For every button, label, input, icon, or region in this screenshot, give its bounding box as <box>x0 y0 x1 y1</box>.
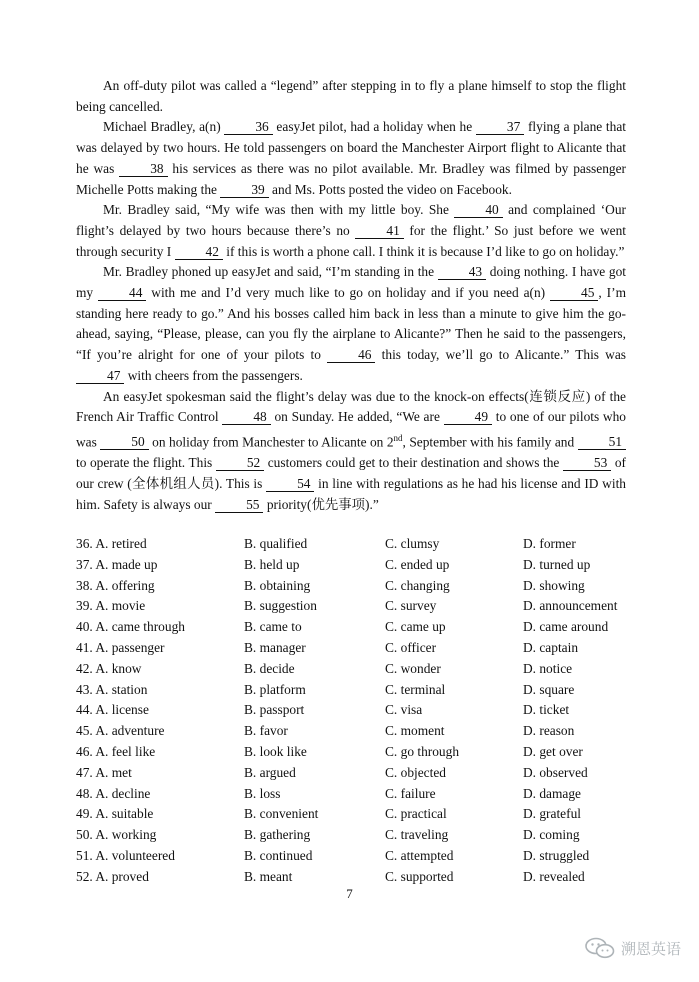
paragraph-3 <box>76 200 626 262</box>
option-d: D. damage <box>523 785 582 801</box>
blank-48: 48 <box>222 409 270 425</box>
option-c: C. visa <box>385 702 423 718</box>
text-run: on holiday from Manchester to Alicante on 2 <box>148 434 394 450</box>
option-c: C. supported <box>385 868 454 884</box>
text-run: if this is worth a phone call. I think it is because I’d like to go on holiday.” <box>222 243 625 259</box>
text-run: , I’m standing here ready to go.” And his bosses called him back in less than a minute to give him the go-ahead, saying, “Please, please, can you fly the airplane to Alicante?” Then he said to the passengers, “If you’re alright for one of your pilots to <box>76 285 626 363</box>
option-row <box>76 555 636 576</box>
option-c: C. practical <box>385 806 447 822</box>
option-a: 39. A. movie <box>76 598 146 614</box>
cloze-passage <box>76 76 626 515</box>
paragraph-5 <box>76 387 626 516</box>
option-d: D. announcement <box>523 598 618 614</box>
text-run: of our crew (全体机组人员). This is <box>76 455 626 491</box>
option-b: B. convenient <box>244 806 319 822</box>
text-run: doing nothing. I have got my <box>76 264 626 301</box>
blank-39: 39 <box>220 182 268 198</box>
blank-42: 42 <box>175 244 223 260</box>
option-row <box>76 784 636 805</box>
option-c: C. ended up <box>385 556 450 572</box>
option-b: B. manager <box>244 639 306 655</box>
blank-55: 55 <box>215 497 263 513</box>
blank-45: 45 <box>550 285 598 301</box>
option-d: D. square <box>523 681 575 697</box>
option-d: D. observed <box>523 764 588 780</box>
option-d: D. captain <box>523 639 579 655</box>
option-row <box>76 825 636 846</box>
text-run: , September with his family and <box>402 434 578 450</box>
option-a: 36. A. retired <box>76 536 147 551</box>
blank-50: 50 <box>100 434 148 450</box>
blank-44: 44 <box>98 285 146 301</box>
option-b: B. argued <box>244 764 296 780</box>
option-row <box>76 596 636 617</box>
option-row <box>76 867 636 888</box>
option-row <box>76 721 636 742</box>
option-row <box>76 846 636 867</box>
option-a: 45. A. adventure <box>76 723 165 739</box>
brand-name: 溯恩英语 <box>620 939 681 958</box>
option-a: 37. A. made up <box>76 556 158 572</box>
option-d: D. turned up <box>523 556 591 572</box>
option-d: D. showing <box>523 577 585 593</box>
option-row <box>76 576 636 597</box>
option-c: C. moment <box>385 723 445 739</box>
option-a: 43. A. station <box>76 681 148 697</box>
text-run: Mr. Bradley phoned up easyJet and said, “I’m standing in the <box>103 264 438 280</box>
option-b: B. meant <box>244 868 293 884</box>
text-run: to operate the flight. This <box>76 455 216 471</box>
text-run: priority(优先事项).” <box>263 496 379 512</box>
option-b: B. platform <box>244 681 306 697</box>
blank-53: 53 <box>563 455 611 471</box>
option-b: B. suggestion <box>244 598 317 614</box>
option-a: 46. A. feel like <box>76 743 156 759</box>
text-run: in line with regulations as he had his license and ID with him. Safety is always our <box>76 475 626 512</box>
option-d: D. ticket <box>523 702 570 718</box>
paragraph-text: An off-duty pilot was called a “legend” after stepping in to fly a plane himself to stop the flight being cancelled. <box>76 78 626 114</box>
option-a: 40. A. came through <box>76 619 185 635</box>
option-a: 44. A. license <box>76 702 149 718</box>
option-d: D. get over <box>523 743 583 759</box>
option-d: D. came around <box>523 619 609 635</box>
option-row <box>76 659 636 680</box>
blank-37: 37 <box>476 119 524 135</box>
blank-47: 47 <box>76 368 124 384</box>
option-b: B. obtaining <box>244 577 311 593</box>
paragraph-1 <box>76 76 626 117</box>
option-a: 49. A. suitable <box>76 806 154 822</box>
text-run: with me and I’d very much like to go on holiday and if you need a(n) <box>146 285 551 301</box>
text-run: with cheers from the passengers. <box>124 367 303 383</box>
option-row <box>76 763 636 784</box>
option-c: C. wonder <box>385 660 441 676</box>
blank-38: 38 <box>119 161 167 177</box>
blank-40: 40 <box>454 202 502 218</box>
option-b: B. passport <box>244 702 305 718</box>
option-a: 50. A. working <box>76 827 157 843</box>
option-c: C. failure <box>385 785 436 801</box>
option-b: B. held up <box>244 556 300 572</box>
blank-36: 36 <box>224 119 272 135</box>
option-row <box>76 534 636 555</box>
blank-51: 51 <box>578 434 626 450</box>
text-run: An easyJet spokesman said the flight’s delay was due to the knock-on effects(连锁反应) of the French Air Traffic Control <box>76 388 626 425</box>
option-b: B. loss <box>244 785 281 801</box>
option-d: D. revealed <box>523 868 585 884</box>
option-row <box>76 680 636 701</box>
option-a: 42. A. know <box>76 660 142 676</box>
option-b: B. look like <box>244 743 307 759</box>
text-run: and complained ‘Our flight’s delayed by two hours because there’s no <box>76 202 626 238</box>
blank-46: 46 <box>327 347 375 363</box>
page-number: 7 <box>346 886 353 901</box>
blank-49: 49 <box>444 409 492 425</box>
option-row <box>76 700 636 721</box>
text-run: his services as there was no pilot available. Mr. Bradley was filmed by passenger Michelle Potts making the <box>76 160 626 197</box>
blank-41: 41 <box>355 223 403 239</box>
text-run: and Ms. Potts posted the video on Facebook. <box>268 181 512 197</box>
option-b: B. gathering <box>244 827 311 843</box>
option-d: D. former <box>523 536 576 551</box>
option-c: C. traveling <box>385 827 449 843</box>
option-b: B. came to <box>244 619 302 635</box>
blank-54: 54 <box>266 476 314 492</box>
watermark-logo <box>585 937 681 959</box>
text-run: easyJet pilot, had a holiday when he <box>272 119 476 135</box>
option-b: B. decide <box>244 660 295 676</box>
option-b: B. favor <box>244 723 288 739</box>
text-run: Mr. Bradley said, “My wife was then with my little boy. She <box>103 202 455 218</box>
option-b: B. qualified <box>244 536 308 551</box>
option-b: B. continued <box>244 847 313 863</box>
option-a: 47. A. met <box>76 764 132 780</box>
text-run: to one of our pilots who was <box>76 409 626 450</box>
wechat-logo-icon <box>585 937 615 959</box>
option-a: 51. A. volunteered <box>76 847 175 863</box>
option-c: C. objected <box>385 764 446 780</box>
option-c: C. go through <box>385 743 460 759</box>
option-a: 38. A. offering <box>76 577 155 593</box>
text-run: customers could get to their destination and shows the <box>264 455 563 471</box>
option-a: 41. A. passenger <box>76 639 165 655</box>
option-c: C. clumsy <box>385 536 440 551</box>
option-d: D. notice <box>523 660 573 676</box>
paragraph-4 <box>76 262 626 386</box>
option-c: C. terminal <box>385 681 446 697</box>
option-a: 48. A. decline <box>76 785 151 801</box>
text-run: Michael Bradley, a(n) <box>103 119 225 135</box>
answer-options <box>76 534 636 888</box>
blank-43: 43 <box>438 264 486 280</box>
text-run: flying a plane that was delayed by two hours. He told passengers on board the Manchester Airport flight to Alicante that he was <box>76 119 627 176</box>
option-c: C. survey <box>385 598 437 614</box>
option-c: C. officer <box>385 639 437 655</box>
option-c: C. attempted <box>385 847 454 863</box>
option-c: C. changing <box>385 577 450 593</box>
option-a: 52. A. proved <box>76 868 149 884</box>
option-d: D. coming <box>523 827 580 843</box>
text-run: for the flight.’ So just before we went through security I <box>76 222 626 259</box>
option-d: D. grateful <box>523 806 582 822</box>
option-row <box>76 742 636 763</box>
option-c: C. came up <box>385 619 446 635</box>
option-row <box>76 804 636 825</box>
option-row <box>76 617 636 638</box>
text-run: on Sunday. He added, “We are <box>270 409 444 425</box>
blank-52: 52 <box>216 455 264 471</box>
option-row <box>76 638 636 659</box>
option-d: D. struggled <box>523 847 590 863</box>
text-run: this today, we’ll go to Alicante.” This was <box>375 347 627 363</box>
paragraph-2 <box>76 117 626 200</box>
ordinal-suffix: nd <box>393 432 403 443</box>
option-d: D. reason <box>523 723 575 739</box>
